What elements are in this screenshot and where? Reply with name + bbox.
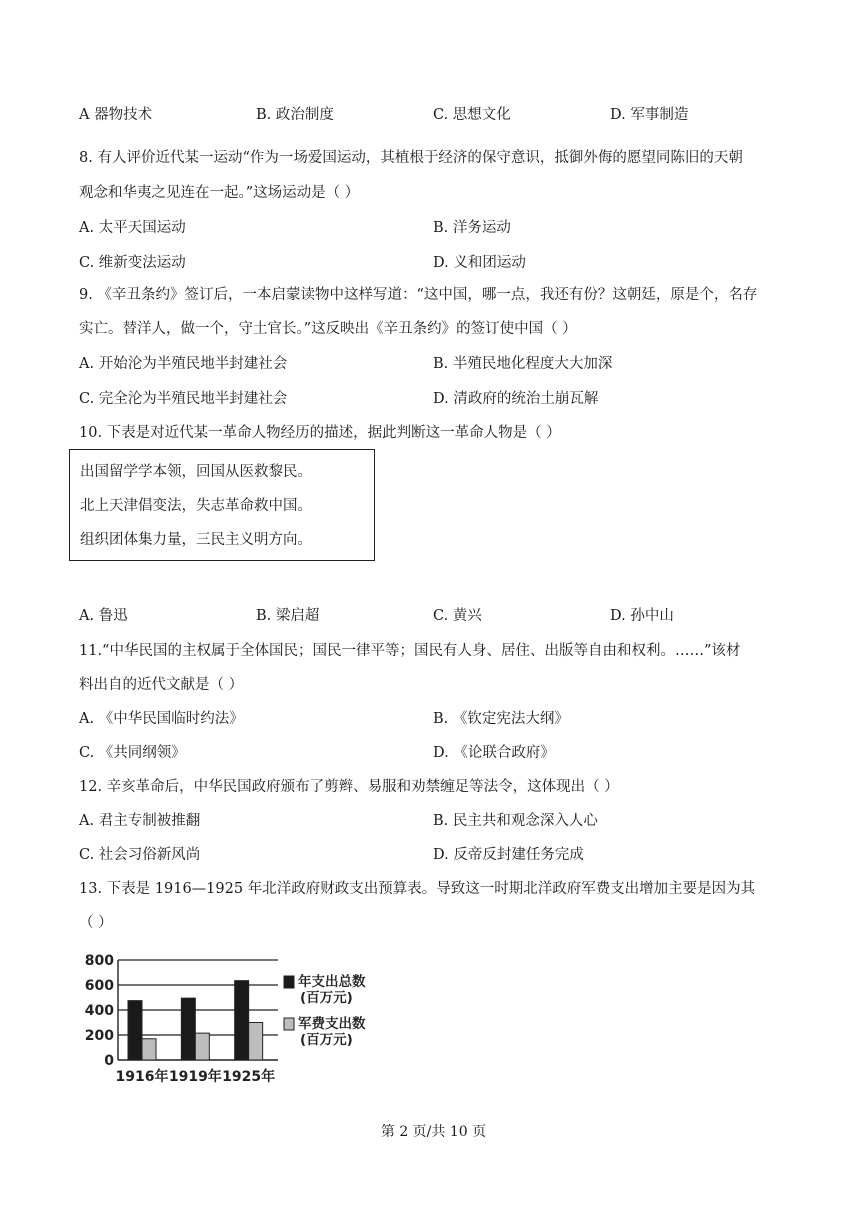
q9-option-a: A. 开始沦为半殖民地半封建社会 <box>79 356 288 372</box>
q7-option-b: B. 政治制度 <box>256 107 334 123</box>
legend-unit: (百万元) <box>300 990 353 1006</box>
y-tick-label: 200 <box>84 1028 114 1044</box>
q10-box-line-3: 组织团体集力量，三民主义明方向。 <box>80 532 312 548</box>
q12-option-c: C. 社会习俗新风尚 <box>79 847 201 863</box>
q10-option-a: A. 鲁迅 <box>79 608 128 624</box>
y-tick-label: 800 <box>84 953 114 969</box>
expenditure-bar-chart <box>78 948 378 1088</box>
q7-option-a: A 器物技术 <box>79 107 153 123</box>
q8-option-b: B. 洋务运动 <box>433 220 511 236</box>
q11-stem-line1: 11.“中华民国的主权属于全体国民；国民一律平等；国民有人身、居住、出版等自由和权利。……”该材 <box>79 643 741 659</box>
legend-label: 军费支出数 <box>298 1016 366 1032</box>
y-tick-label: 0 <box>104 1053 114 1069</box>
q12-stem: 12. 辛亥革命后，中华民国政府颁布了剪辫、易服和劝禁缠足等法令，这体现出（ ） <box>79 779 619 795</box>
page-footer: 第 2 页/共 10 页 <box>380 1124 487 1140</box>
legend-swatch-0 <box>284 976 294 988</box>
bar-total-2 <box>235 981 249 1060</box>
bar-military-2 <box>249 1023 263 1061</box>
q12-option-d: D. 反帝反封建任务完成 <box>433 847 584 863</box>
q10-box-line-2: 北上天津倡变法，失志革命救中国。 <box>80 498 312 514</box>
q7-option-c: C. 思想文化 <box>433 107 511 123</box>
q9-option-b: B. 半殖民地化程度大大加深 <box>433 356 613 372</box>
q10-stem: 10. 下表是对近代某一革命人物经历的描述，据此判断这一革命人物是（ ） <box>79 425 561 441</box>
q12-option-b: B. 民主共和观念深入人心 <box>433 813 598 829</box>
q8-stem-line2: 观念和华夷之见连在一起。”这场运动是（ ） <box>79 185 360 201</box>
bar-total-0 <box>128 1001 142 1060</box>
q9-stem-line1: 9. 《辛丑条约》签订后，一本启蒙读物中这样写道：“这中国，哪一点，我还有份？这朝廷，原是个，名存 <box>79 287 758 303</box>
q11-stem-line2: 料出自的近代文献是（ ） <box>79 677 244 693</box>
q9-option-d: D. 清政府的统治土崩瓦解 <box>433 391 599 407</box>
q7-option-d: D. 军事制造 <box>610 107 689 123</box>
q9-stem-line2: 实亡。替洋人，做一个，守土官长。”这反映出《辛丑条约》的签订使中国（ ） <box>79 321 577 337</box>
q13-stem-line1: 13. 下表是 1916—1925 年北洋政府财政支出预算表。导致这一时期北洋政府军费支出增加主要是因为其 <box>79 881 756 897</box>
q10-description-box <box>69 449 375 561</box>
q8-option-a: A. 太平天国运动 <box>79 220 186 236</box>
q10-option-b: B. 梁启超 <box>256 608 320 624</box>
q8-option-c: C. 维新变法运动 <box>79 255 186 271</box>
q10-option-c: C. 黄兴 <box>433 608 482 624</box>
y-tick-label: 600 <box>84 978 114 994</box>
q10-option-d: D. 孙中山 <box>610 608 674 624</box>
q12-option-a: A. 君主专制被推翻 <box>79 813 201 829</box>
legend-unit: (百万元) <box>300 1032 353 1048</box>
bar-military-0 <box>142 1039 156 1060</box>
q11-option-a: A. 《中华民国临时约法》 <box>79 711 244 727</box>
q11-option-d: D. 《论联合政府》 <box>433 745 555 761</box>
bar-total-1 <box>181 998 195 1060</box>
bar-military-1 <box>195 1033 209 1060</box>
legend-label: 年支出总数 <box>298 974 366 990</box>
q11-option-b: B. 《钦定宪法大纲》 <box>433 711 569 727</box>
legend-swatch-1 <box>284 1018 294 1030</box>
q10-box-line-1: 出国留学学本领，回国从医救黎民。 <box>80 464 312 480</box>
q8-option-d: D. 义和团运动 <box>433 255 526 271</box>
q11-option-c: C. 《共同纲领》 <box>79 745 186 761</box>
x-tick-label: 1916年 <box>115 1069 169 1085</box>
x-tick-label: 1925年 <box>222 1069 276 1085</box>
q8-stem-line1: 8. 有人评价近代某一运动“作为一场爱国运动，其植根于经济的保守意识，抵御外侮的愿望同陈旧的天朝 <box>79 150 743 166</box>
y-tick-label: 400 <box>84 1003 114 1019</box>
x-tick-label: 1919年 <box>168 1069 222 1085</box>
q13-stem-line2: （ ） <box>79 915 113 931</box>
q9-option-c: C. 完全沦为半殖民地半封建社会 <box>79 391 288 407</box>
